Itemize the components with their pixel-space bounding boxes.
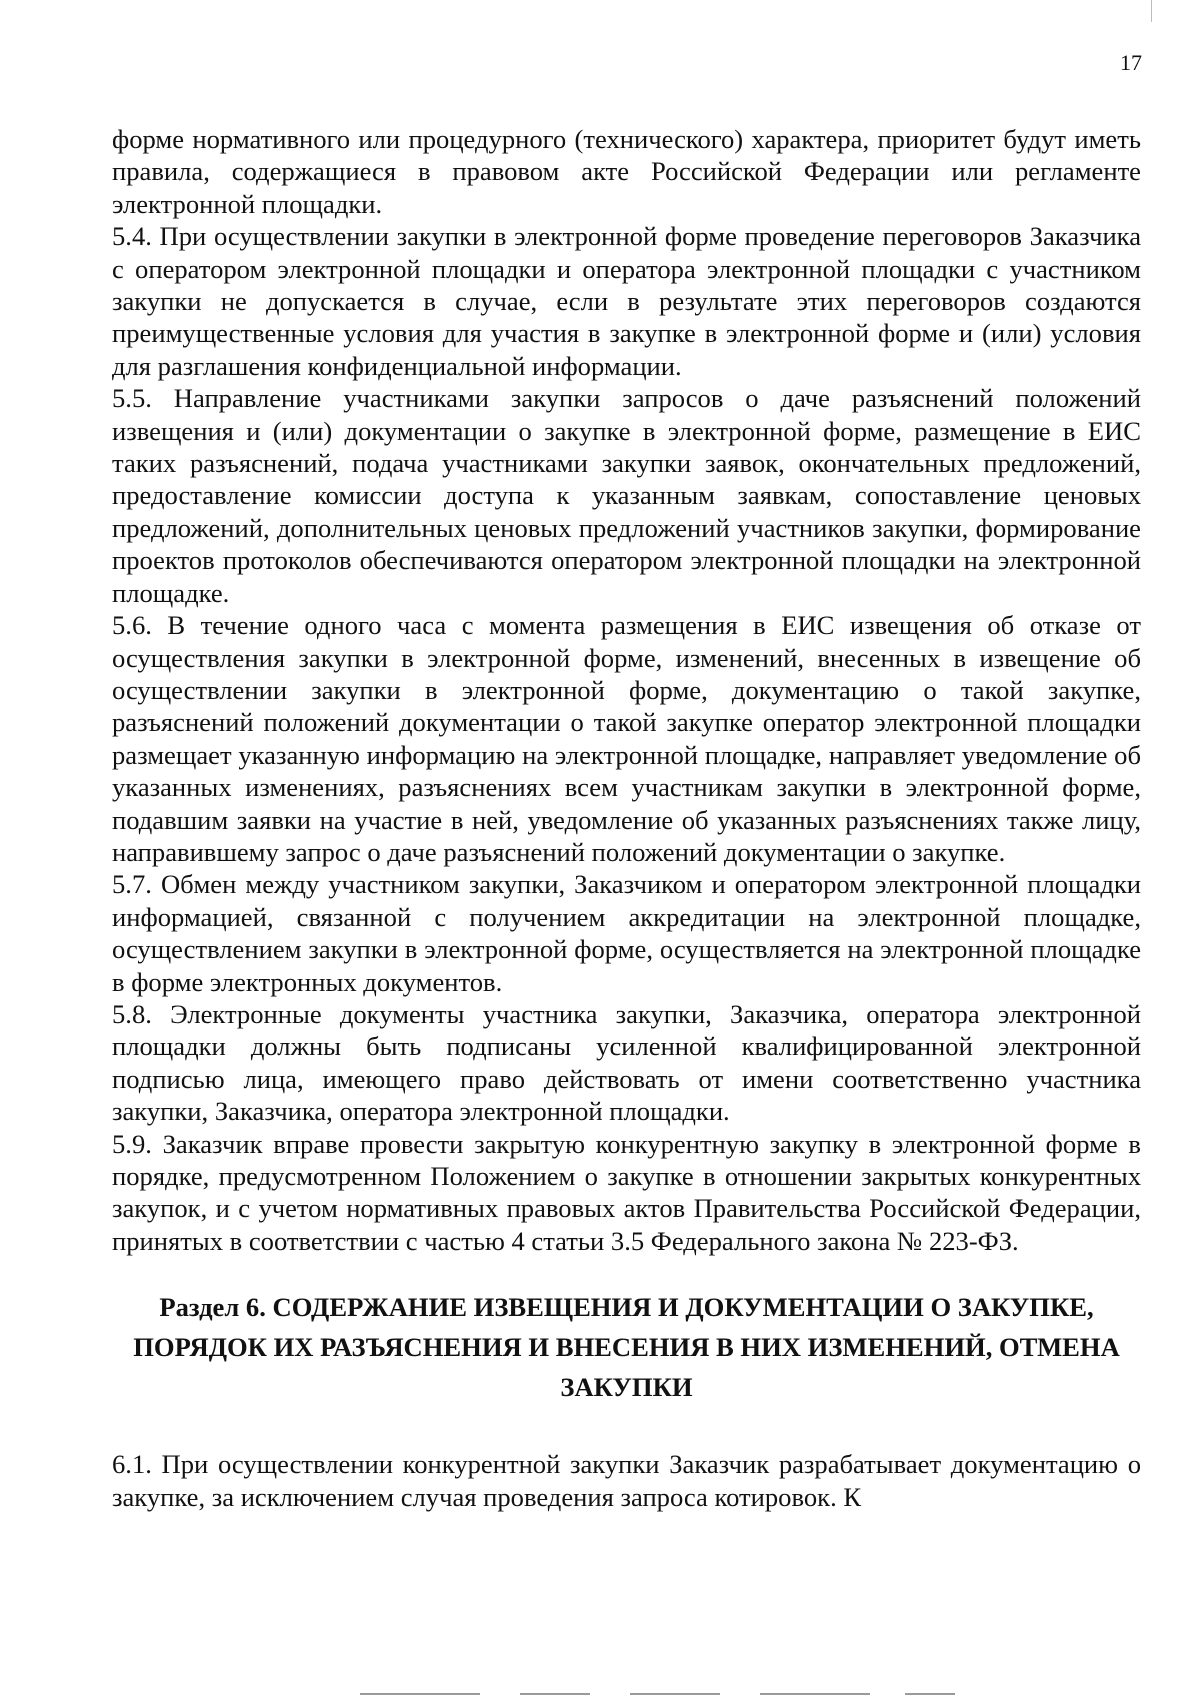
paragraph-5-8: 5.8. Электронные документы участника закупки, Заказчика, оператора электронной площадки должны быть подписаны усиленной квалифицированной электронной подписью лица, имеющего право действовать от имени соответственно участника закупки, Заказчика, оператора электронной площадки. xyxy=(112,998,1141,1127)
document-body xyxy=(112,123,1141,1513)
paragraph-5-5: 5.5. Направление участниками закупки запросов о даче разъяснений положений извещения и (или) документации о закупке в электронной форме, размещение в ЕИС таких разъяснений, подача участниками закупки заявок, окончательных предложений, предоставление комиссии доступа к указанным заявкам, сопоставление ценовых предложений, дополнительных ценовых предложений участников закупки, формирование проектов протоколов обеспечиваются оператором электронной площадки на электронной площадке. xyxy=(112,383,1141,608)
section-heading-line: ЗАКУПКИ xyxy=(560,1372,693,1403)
section-heading-line: Раздел 6. СОДЕРЖАНИЕ ИЗВЕЩЕНИЯ И ДОКУМЕНТАЦИИ О ЗАКУПКЕ, xyxy=(159,1292,1094,1323)
paragraph-5-4: 5.4. При осуществлении закупки в электронной форме проведение переговоров Заказчика с оператором электронной площадки и оператора электронной площадки с участником закупки не допускается в случае, если в результате этих переговоров создаются преимущественные условия для участия в закупке в электронной форме и (или) условия для разглашения конфиденциальной информации. xyxy=(112,221,1141,381)
section-heading-line: ПОРЯДОК ИХ РАЗЪЯСНЕНИЯ И ВНЕСЕНИЯ В НИХ ИЗМЕНЕНИЙ, ОТМЕНА xyxy=(133,1332,1120,1363)
page-number: 17 xyxy=(1120,50,1142,75)
paragraph-continuation: форме нормативного или процедурного (технического) характера, приоритет будут иметь правила, содержащиеся в правовом акте Российской Федерации или регламенте электронной площадки. xyxy=(112,124,1141,219)
section-heading xyxy=(112,1287,1141,1407)
scan-artifact-marks xyxy=(360,1693,1000,1699)
paragraph-5-6: 5.6. В течение одного часа с момента размещения в ЕИС извещения об отказе от осуществления закупки в электронной форме, изменений, внесенных в извещение об осуществлении закупки в электронной форме, документацию о такой закупке, разъяснений положений документации о такой закупке оператор электронной площадки размещает указанную информацию на электронной площадке, направляет уведомление об указанных изменениях, разъяснениях всем участникам закупки в электронной форме, подавшим заявки на участие в ней, уведомление об указанных разъяснениях также лицу, направившему запрос о даче разъяснений положений документации о закупке. xyxy=(112,610,1141,867)
paragraph-6-1: 6.1. При осуществлении конкурентной закупки Заказчик разрабатывает документацию о закупке, за исключением случая проведения запроса котировок. К xyxy=(112,1449,1141,1512)
scan-edge-mark xyxy=(1151,0,1152,22)
paragraph-5-7: 5.7. Обмен между участником закупки, Заказчиком и оператором электронной площадки информацией, связанной с получением аккредитации на электронной площадке, осуществлением закупки в электронной форме, осуществляется на электронной площадке в форме электронных документов. xyxy=(112,869,1141,997)
paragraph-5-9: 5.9. Заказчик вправе провести закрытую конкурентную закупку в электронной форме в порядке, предусмотренном Положением о закупке в отношении закрытых конкурентных закупок, и с учетом нормативных правовых актов Правительства Российской Федерации, принятых в соответствии с частью 4 статьи 3.5 Федерального закона № 223-ФЗ. xyxy=(112,1128,1141,1256)
